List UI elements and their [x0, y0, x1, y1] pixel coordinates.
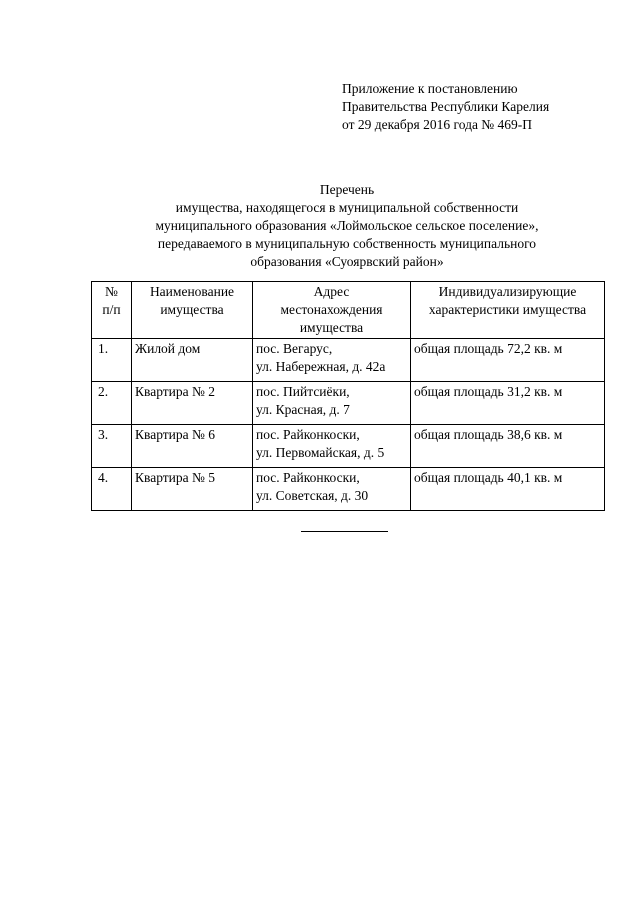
- appendix-line: Приложение к постановлению: [342, 81, 518, 96]
- table-row: [92, 339, 605, 382]
- row-address: пос. Райконкоски, ул. Первомайская, д. 5: [253, 425, 411, 468]
- row-address: пос. Райконкоски, ул. Советская, д. 30: [253, 468, 411, 511]
- header-address: Адрес местонахождения имущества: [253, 282, 411, 339]
- appendix-line: Правительства Республики Карелия: [342, 99, 550, 114]
- table-header-row: [92, 282, 605, 339]
- property-table: [91, 281, 605, 511]
- title-line: имущества, находящегося в муниципальной собственности: [175, 200, 519, 215]
- title-line: муниципального образования «Лоймольское сельское поселение»,: [155, 218, 539, 233]
- header-name: Наименование имущества: [132, 282, 253, 339]
- title-line: Перечень: [319, 182, 375, 197]
- row-name: Жилой дом: [132, 339, 253, 382]
- row-characteristics: общая площадь 72,2 кв. м: [411, 339, 605, 382]
- header-characteristics: Индивидуализирующие характеристики имущества: [411, 282, 605, 339]
- row-number: 4.: [92, 468, 132, 511]
- row-number: 1.: [92, 339, 132, 382]
- row-name: Квартира № 6: [132, 425, 253, 468]
- row-characteristics: общая площадь 40,1 кв. м: [411, 468, 605, 511]
- appendix-header: [342, 80, 549, 134]
- title-line: передаваемого в муниципальную собственность муниципального: [157, 236, 537, 251]
- closing-rule: [301, 531, 388, 532]
- header-number: № п/п: [92, 282, 132, 339]
- title-line: образования «Суоярвский район»: [250, 254, 444, 269]
- appendix-line: от 29 декабря 2016 года № 469-П: [342, 117, 533, 132]
- row-address: пос. Вегарус, ул. Набережная, д. 42а: [253, 339, 411, 382]
- row-characteristics: общая площадь 38,6 кв. м: [411, 425, 605, 468]
- table-row: [92, 468, 605, 511]
- row-characteristics: общая площадь 31,2 кв. м: [411, 382, 605, 425]
- row-address: пос. Пийтсиёки, ул. Красная, д. 7: [253, 382, 411, 425]
- row-name: Квартира № 5: [132, 468, 253, 511]
- row-number: 2.: [92, 382, 132, 425]
- table-row: [92, 425, 605, 468]
- document-title: [90, 181, 604, 271]
- table-row: [92, 382, 605, 425]
- row-name: Квартира № 2: [132, 382, 253, 425]
- row-number: 3.: [92, 425, 132, 468]
